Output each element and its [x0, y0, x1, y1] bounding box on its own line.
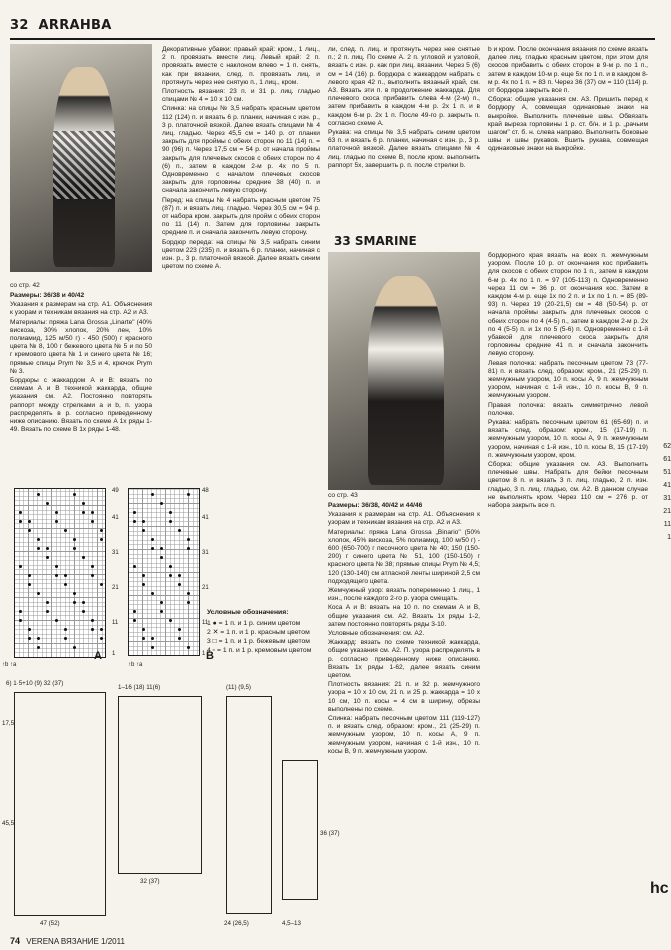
s2-left-front: Левая полочка: набрать песочным цветом 73 (77-81) п. и вязать след. образом: кром., 21 (25-29) п. жемчужным узором, 10 п. косы А, 9 п. жемчужным узором, начиная с 1-й изн., 10 п. косы В, 9 п. жемчужным узором.	[488, 359, 648, 400]
stitch-mark	[37, 637, 40, 640]
stitch-mark	[187, 538, 190, 541]
stitch-mark	[19, 565, 22, 568]
stitch-mark	[187, 646, 190, 649]
stitch-mark	[151, 538, 154, 541]
section2-col2	[488, 252, 648, 932]
s2-right-front: Правая полочка: вязать симметрично левой полочке.	[488, 401, 648, 417]
stitch-mark	[91, 511, 94, 514]
margin-num: 21	[663, 508, 671, 515]
s2-sizes: Размеры: 36/38, 40/42 и 44/46	[328, 502, 423, 509]
stitch-mark	[28, 520, 31, 523]
stitch-mark	[100, 583, 103, 586]
stitch-mark	[37, 646, 40, 649]
stitch-mark	[55, 511, 58, 514]
s2-pearl: Жемчужный узор: вязать попеременно 1 лиц., 1 изн., после каждого 2-го р. узора смещать.	[328, 587, 480, 603]
intro-text: Указания к размерам на стр. А1. Объяснения к узорам и техникам вязания на стр. А2 и А3.	[10, 301, 152, 317]
stitch-mark	[91, 619, 94, 622]
stitch-mark	[73, 601, 76, 604]
header-rule	[10, 38, 655, 40]
article2-header	[334, 234, 417, 248]
legend	[207, 608, 325, 655]
article-title: ARRAHBA	[38, 18, 112, 33]
page-number: 74	[10, 936, 21, 946]
section1-col4	[488, 46, 648, 236]
stitch-mark	[91, 520, 94, 523]
legend-item-4: 4 ▫ = 1 п. и 1 р. кремовым цветом	[207, 647, 312, 654]
stitch-mark	[160, 547, 163, 550]
legend-item-1: 1 ● = 1 п. и 1 р. синим цветом	[207, 620, 301, 627]
schem1-left-2: 45,5	[2, 820, 15, 827]
stitch-mark	[82, 511, 85, 514]
s2-density: Плотность вязания: 21 п. и 32 р. жемчужного узора = 10 х 10 см, 21 п. и 25 р. жаккарда = 10 х 10 см, 10 п. косы = 4 см в ширину, обрезы выполнены по схеме.	[328, 681, 480, 713]
stitch-mark	[73, 592, 76, 595]
stitch-mark	[19, 610, 22, 613]
stitch-mark	[64, 628, 67, 631]
stitch-mark	[82, 556, 85, 559]
stitch-mark	[55, 520, 58, 523]
schem3-bottom-dim: 24 (26,5)	[224, 920, 249, 927]
stitch-mark	[37, 538, 40, 541]
stitch-mark	[82, 601, 85, 604]
chart-b-row-48: 48	[202, 488, 209, 494]
chart-a-row-41: 41	[112, 515, 119, 521]
article2-title: SMARINE	[354, 234, 417, 248]
stitch-mark	[160, 601, 163, 604]
stitch-mark	[142, 628, 145, 631]
chart-a-row-21: 21	[112, 585, 119, 591]
stitch-mark	[64, 637, 67, 640]
stitch-mark	[178, 628, 181, 631]
margin-num: 1	[667, 534, 671, 541]
s2-legend-note: Условные обозначения: см. А2.	[328, 630, 425, 638]
s2-back: Спинка: набрать песочным цветом 111 (119-127) п. и вязать след. образом: кром., 21 (25-29) п. жемчужным узором, 10 п. косы А, 9 п. жемчужным узором, начиная с 1-й изн., 10 п. косы В, 9 п. жемчужным узором.	[328, 715, 480, 755]
photo2-caption: со стр. 43	[328, 492, 358, 499]
margin-num: 61	[663, 456, 671, 463]
chart-a-row-1: 1	[112, 651, 116, 657]
stitch-mark	[133, 511, 136, 514]
s2-assembly: Сборка: общие указания см. А3. Выполнить плечевые швы. Набрать для бейки песочным цветом 8 п. и вязать 3 п. лиц. гладью, 2 п. изн. гладью, 3 п. лиц. гладью, см. А2. В данном случае не выполнять кром. Через 110 см = 276 р. от набора закрыть все п.	[488, 461, 648, 510]
stitch-mark	[28, 529, 31, 532]
stitch-mark	[55, 619, 58, 622]
chart-b-row-11: 11	[202, 620, 209, 626]
s2-sleeves: Рукава: набрать песочным цветом 61 (65-69) п. и вязать след. образом: кром., 15 (17-19) п. жемчужным узором, 10 п. косы А, 9 п. жемчужным узором, начиная с 1-й изн., 10 п. косы В, 15 (17-19) п. жемчужным узором, кром.	[488, 419, 648, 459]
deco-text: Декоративные убавки: правый край: кром., 1 лиц., 2 п. провязать вместе лиц. Левый край: 2 п. провязать вместе с наклоном влево = 1 п. снять, как при вязании, след. п. провязать лиц. и протянуть через нее снятую п., 1 лиц., кром.	[162, 46, 320, 86]
stitch-mark	[133, 565, 136, 568]
margin-row-numbers	[655, 440, 671, 544]
schem1-left-1: 17,5	[2, 720, 15, 727]
stitch-mark	[187, 592, 190, 595]
article-number: 32	[10, 18, 29, 33]
article-header	[10, 18, 112, 34]
stitch-mark	[142, 529, 145, 532]
section1-col3	[328, 46, 480, 232]
chart-b-bottom-arrows: ↑b ↑a	[128, 662, 143, 668]
stitch-mark	[169, 520, 172, 523]
stitch-mark	[28, 628, 31, 631]
stitch-mark	[151, 646, 154, 649]
stitch-mark	[37, 493, 40, 496]
density-text: Плотность вязания: 23 п. и 31 р. лиц. гладью спицами № 4 = 10 х 10 см.	[162, 88, 320, 104]
stitch-mark	[64, 583, 67, 586]
s2-col3b: бордюрного края вязать на всех п. жемчужным узором. После 10 р. от окончания кос прибавить для скосов с обеих сторон по 1 п., затем в каждом 6-м р. 4х по 1 п. = 97 (105-113) п. Одновременно через 11 см = 36 р. от окончания кос. Затем в каждом 4-м р. еще 1х по 2 п. и 1х по 1 п. = 85 (89-93) п. Через 19 (20-21,5) см = 48 (50-54) р. от начала проймы закрыть для плечевых скосов с обеих сторон по 4 (4-5) п., затем в каждом 2-м р. 2х по 4 (5-5) п. и 1х по 5 (5-6) п. Одновременно с 1-й убавкой для плечевого скоса закрыть для горловины средние 41 п. и сначала закончить левую сторону.	[488, 252, 648, 358]
page-edge-text: hc	[650, 880, 669, 897]
s2-scheme: Коса А и В: вязать на 10 п. по схемам А и В, общие указания см. А2. Вязать 1х ряды 1-2, затем постоянно повторять ряды 3-10.	[328, 604, 480, 628]
stitch-mark	[19, 511, 22, 514]
borders-text: Бордюры с жаккардом А и В: вязать по схемам А и В техникой жаккарда, общие указания см. А2. Постоянно повторять раппорт между стрелками a и b, п. узора распределять в р. согласно приведенному ниже описанию. Вязать по схеме А 1х ряды 1-49. Вязать по схеме В 1х ряды 1-48.	[10, 377, 152, 434]
stitch-mark	[151, 637, 154, 640]
s2-jacquard: Жаккард: вязать по схеме техникой жаккарда, общие указания см. А2. П. узора распределять в р. согласно приведенному ниже описанию. Вязать 1х ряды 1-62, далее вязать синим цветом.	[328, 639, 480, 680]
schem4-bottom-dim: 4,5–13	[282, 920, 301, 927]
article2-number: 33	[334, 234, 351, 248]
stitch-mark	[178, 529, 181, 532]
s2-intro: Указания к размерам на стр. А1. Объяснения к узорам и техникам вязания на стр. А2 и А3.	[328, 511, 480, 527]
chart-a-row-11: 11	[112, 620, 119, 626]
legend-item-2: 2 ✕ = 1 п. и 1 р. красным цветом	[207, 629, 310, 636]
stitch-mark	[82, 502, 85, 505]
schem2-bottom-dim: 32 (37)	[140, 878, 160, 885]
stitch-mark	[133, 619, 136, 622]
chart-a-bottom-arrows: ↑b ↑a	[2, 662, 17, 668]
sweater-pattern	[53, 131, 115, 199]
stitch-mark	[73, 493, 76, 496]
sizes-text: Размеры: 36/38 и 40/42	[10, 292, 85, 299]
stitch-mark	[169, 619, 172, 622]
stitch-mark	[100, 538, 103, 541]
footer-text: VERENA ВЯЗАНИЕ 1/2011	[26, 937, 125, 946]
stitch-mark	[187, 547, 190, 550]
stitch-mark	[142, 637, 145, 640]
stitch-mark	[64, 529, 67, 532]
chart-b-row-1: 1	[202, 651, 206, 657]
stitch-mark	[73, 646, 76, 649]
chart-b-grid	[128, 488, 200, 656]
model2-figure	[368, 276, 444, 485]
stitch-mark	[64, 574, 67, 577]
stitch-mark	[55, 565, 58, 568]
schem1-top-dim: 6) 1·5+10 (9) 32 (37)	[6, 680, 64, 687]
stitch-mark	[28, 583, 31, 586]
stitch-mark	[151, 592, 154, 595]
photo1-caption: со стр. 42	[10, 282, 40, 289]
front-text: Перед: на спицы № 4 набрать красным цветом 75 (87) п. и вязать лиц. гладью. Через 30,5 см = 94 р. от набора кром. закрыть для пройм с обеих сторон по 11 (14) п. Затем для горловины закрыть средние п. и сначала закончить левую сторону.	[162, 196, 320, 237]
model-photo-2	[328, 252, 480, 490]
schematic-side	[226, 696, 272, 914]
stitch-mark	[151, 493, 154, 496]
stitch-mark	[55, 574, 58, 577]
stitch-mark	[82, 610, 85, 613]
stitch-mark	[178, 583, 181, 586]
schematic-front	[118, 696, 202, 874]
stitch-mark	[100, 628, 103, 631]
stitch-mark	[37, 547, 40, 550]
schematic-back	[14, 692, 106, 916]
col3a-text: ли, след. п. лиц. и протянуть через нее снятые п.; 2 п. лиц. По схеме А. 2 п. угловой и узловой, вязать с изн. р. как при лиц. вязании. Через 5 (6) см = 14 (16) р. бордюра с жаккардом набрать с левого края 42 п., выполнить вязаный край, см. А3. Вязать эти п. в продолжение жаккарда. Для плечевого скоса прибавить слева 4-м (2-м) п., затем прибавить в каждом 4-м р. 2х 1 п. и в каждом 6-м р. 2х 1 п. После 49-го р. закрыть п. согласно схеме А.	[328, 46, 480, 127]
stitch-mark	[142, 520, 145, 523]
section1-col2	[162, 46, 320, 506]
stitch-mark	[46, 556, 49, 559]
chart-b-row-31: 31	[202, 550, 209, 556]
stitch-mark	[169, 511, 172, 514]
section2-col1	[328, 502, 480, 930]
stitch-mark	[46, 502, 49, 505]
chart-b-row-21: 21	[202, 585, 209, 591]
stitch-mark	[46, 610, 49, 613]
assembly-text: Сборка: общие указания см. А3. Пришить перед к бордюру А, совмещая одинаковые знаки на выкройке. Выполнить плечевые швы. Обвязать край выреза горловины 1 р. ст. б/н. и 1 р. „рачьим шагом" ст. б. н. слева направо. Выполнить боковые швы и швы рукавов. Вшить рукава, совмещая одинаковые знаки на выкройке.	[488, 96, 648, 153]
stitch-mark	[19, 619, 22, 622]
stitch-mark	[73, 547, 76, 550]
chart-b-row-41: 41	[202, 515, 209, 521]
chart-a-row-49: 49	[112, 488, 119, 494]
margin-num: 31	[663, 495, 671, 502]
stitch-mark	[100, 637, 103, 640]
schem3-top-dim: (11) (9,5)	[226, 684, 251, 691]
stitch-mark	[160, 502, 163, 505]
stitch-mark	[169, 574, 172, 577]
stitch-mark	[46, 601, 49, 604]
model-photo-1	[10, 44, 152, 272]
stitch-mark	[133, 520, 136, 523]
stitch-mark	[178, 574, 181, 577]
legend-title: Условные обозначения:	[207, 609, 289, 616]
chart-a-label: A	[94, 650, 102, 662]
schem2-top-dim: 1–16 (18) 11(6)	[118, 684, 161, 691]
margin-num: 11	[663, 521, 671, 528]
stitch-mark	[133, 610, 136, 613]
stitch-mark	[73, 538, 76, 541]
back-text: Спинка: на спицы № 3,5 набрать красным цветом 112 (124) п. и вязать 6 р. планки, начиная с изн. р., 3 р. платочной вязкой. Далее вязать спицами № 4 лиц. гладью. Через 45,5 см = 140 р. от планки закрыть для проймы с обеих сторон по 11 (14) п. = 90 (96) п. Через 17,5 см = 54 р. от начала проймы закрыть для плечевых скосов с обеих сторон по 4 (6) п., затем в каждом 2-м р. 4х по 5 п. Одновременно с началом плечевых скосов закрыть для горловины средние 38 (40) п. и сначала закончить левую сторону.	[162, 105, 320, 195]
margin-num: 51	[663, 469, 671, 476]
schem1-bottom-dim: 47 (52)	[40, 920, 60, 927]
col4a-text: b и кром. После окончания вязания по схеме вязать далее лиц. гладью красным цветом, при этом для скосов прибавить с обеих сторон в 9-м р. по 1 п., затем в каждом 10-м р. еще 5х по 1 п. и в каждом 8-м р. 4х по 1 п. = 83 п. Через 36 (37) см = 110 (114) р. от бордюра закрыть все п.	[488, 46, 648, 95]
stitch-mark	[169, 565, 172, 568]
stitch-mark	[28, 637, 31, 640]
margin-num: 62	[663, 443, 671, 450]
stitch-mark	[160, 556, 163, 559]
stitch-mark	[160, 610, 163, 613]
section1-col1	[10, 292, 152, 435]
stitch-mark	[178, 637, 181, 640]
stitch-mark	[46, 547, 49, 550]
s2-materials: Материалы: пряжа Lana Grossa „Binario" (50% хлопок, 45% вискоза, 5% полиамид, 100 м/50 г) - 600 (650-700) г песочного цвета № 40; 150 (150-200) г синего цвета № 51, 100 (150-150) г красного цвета № 38; прямые спицы Prym № 4,5; 120 (130-140) см атласной ленты шириной 2,5 см подходящего цвета.	[328, 528, 480, 585]
stitch-mark	[100, 529, 103, 532]
stitch-mark	[151, 547, 154, 550]
stitch-mark	[187, 493, 190, 496]
chart-b-label: B	[206, 650, 214, 662]
sleeve-text: Рукава: на спицы № 3,5 набрать синим цветом 63 п. и вязать 6 р. планки, начиная с изн. р., 3 р. платочной вязкой. Далее вязать спицами № 4 лиц. гладью по схеме В, после кром. выполнить раппорт 5х, завершить р. п. после стрелки b.	[328, 129, 480, 169]
stitch-mark	[37, 592, 40, 595]
schematic-sleeve	[282, 760, 318, 900]
stitch-mark	[91, 628, 94, 631]
stitch-mark	[28, 574, 31, 577]
schem4-side-dim: 36 (37)	[320, 830, 340, 837]
materials-text: Материалы: пряжа Lana Grossa „Linarte" (40% вискоза, 30% хлопок, 20% лен, 10% полиамид, 125 м/50 г) - 450 (500) г красного цвета № 8, 100 г бежевого цвета № 5 и по 50 г кремового цвета № 1 и синего цвета № 16; прямые спицы Prym № 3,5 и 4, крючок Prym № 3.	[10, 318, 152, 375]
chart-a-row-31: 31	[112, 550, 119, 556]
stitch-mark	[142, 574, 145, 577]
stitch-mark	[91, 565, 94, 568]
stitch-mark	[19, 520, 22, 523]
border-front-text: Бордюр переда: на спицы № 3,5 набрать синим цветом 223 (235) п. и вязать 6 р. планки, начиная с изн. р., 3 р. платочной вязкой. Далее вязать синим цветом по схеме А.	[162, 238, 320, 271]
page-footer	[10, 936, 125, 946]
stitch-mark	[91, 574, 94, 577]
margin-num: 41	[663, 482, 671, 489]
stitch-mark	[187, 601, 190, 604]
stitch-mark	[142, 583, 145, 586]
chart-a-grid	[14, 488, 106, 658]
legend-item-3: 3 □ = 1 п. и 1 р. бежевым цветом	[207, 638, 310, 645]
